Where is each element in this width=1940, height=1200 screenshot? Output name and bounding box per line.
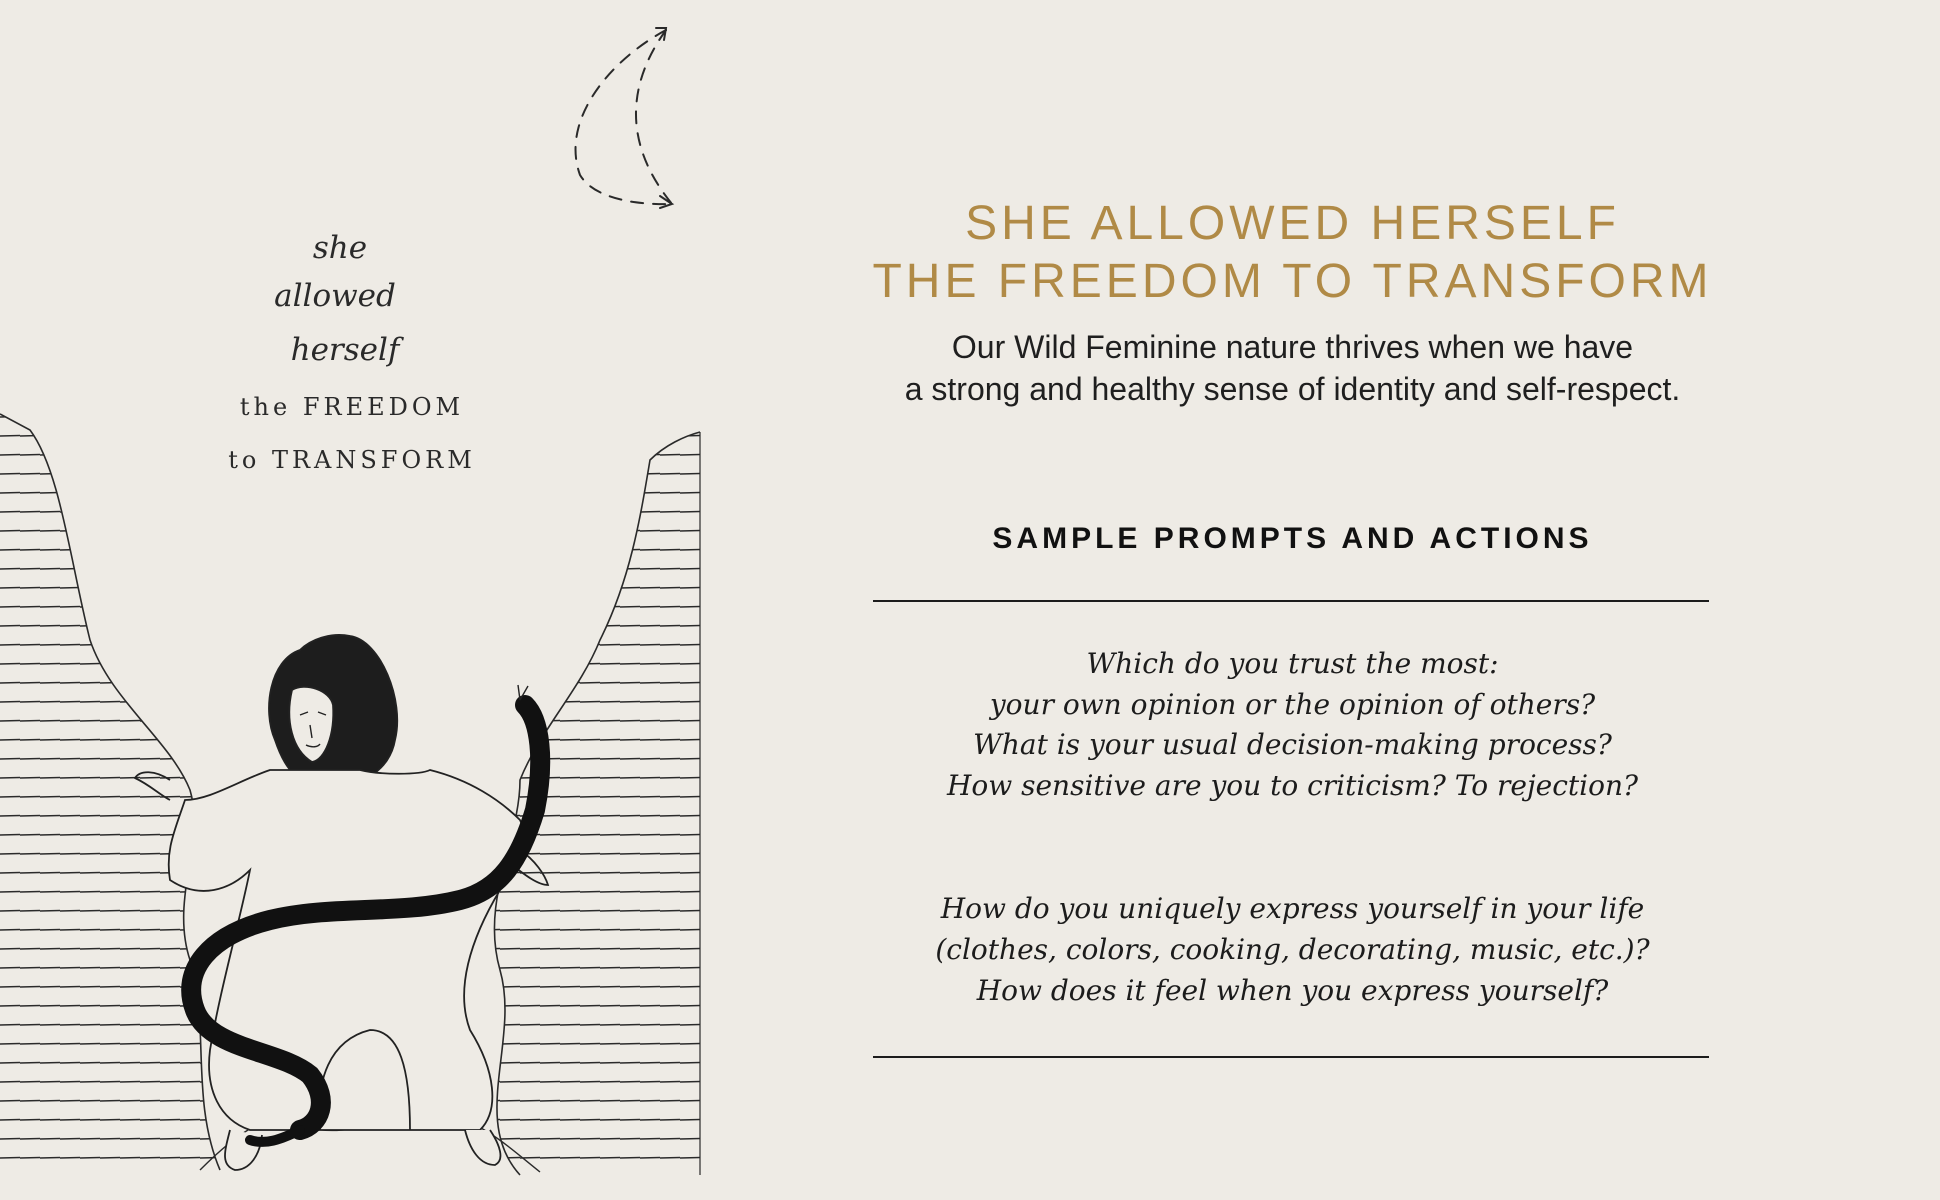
prompt-line: How sensitive are you to criticism? To rejection? [946,769,1639,802]
prompt-line: your own opinion or the opinion of others? [989,688,1596,721]
left-cliff [0,410,240,1180]
illustration-panel [0,0,720,1200]
prompt-line: How do you uniquely express yourself in your life [940,892,1645,925]
crescent-moon-icon [576,28,672,208]
handwritten-line-3: herself [290,332,400,368]
prompt-line: What is your usual decision-making process? [973,728,1612,761]
prompt-line: (clothes, colors, cooking, decorating, music, etc.)? [935,933,1650,966]
page-title-line-1: SHE ALLOWED HERSELF [965,197,1620,250]
handwritten-line-4: the FREEDOM [239,393,465,421]
handwritten-line-5: to TRANSFORM [228,446,476,474]
page-title-line-2: THE FREEDOM TO TRANSFORM [872,255,1713,308]
handwritten-caption [228,230,476,474]
subtitle-line-1: Our Wild Feminine nature thrives when we have [951,329,1634,365]
prompt-line: How does it feel when you express yourself? [976,974,1609,1007]
divider-bottom [873,1056,1709,1058]
prompt-line: Which do you trust the most: [1086,647,1499,680]
handwritten-line-2: allowed [274,278,396,314]
divider-top [873,600,1709,602]
section-heading: SAMPLE PROMPTS AND ACTIONS [992,522,1593,555]
content-panel [870,0,1715,1200]
subtitle-line-2: a strong and healthy sense of identity and self-respect. [904,371,1681,407]
handwritten-line-1: she [312,230,368,266]
